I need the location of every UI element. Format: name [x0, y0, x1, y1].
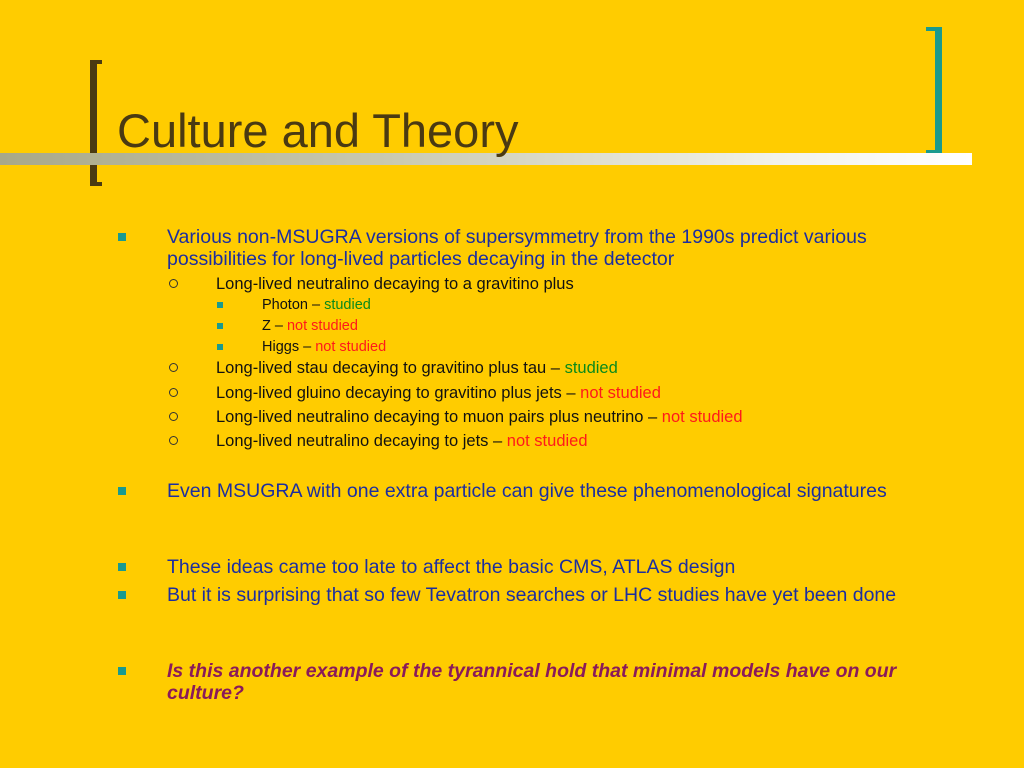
sub-sub-bullet-text: Higgs – [262, 339, 316, 355]
status-not-studied: not studied [506, 432, 588, 450]
square-bullet-icon [217, 323, 223, 329]
hollow-circle-bullet-icon [169, 363, 178, 372]
sub-bullet-text: Long-lived stau decaying to gravitino plus tau – [216, 359, 565, 377]
slide-title: Culture and Theory [117, 104, 519, 157]
sub-bullet-3 [216, 383, 936, 403]
sub-sub-bullet-higgs [262, 338, 862, 356]
square-bullet-icon [118, 487, 126, 495]
status-not-studied: not studied [286, 318, 358, 334]
square-bullet-icon [217, 344, 223, 350]
sub-sub-bullet-photon [262, 296, 862, 314]
bullet-text: Various non-MSUGRA versions of supersymmetry from the 1990s predict various possibilities for long-lived particles decaying in the detector [167, 226, 867, 270]
status-studied: studied [324, 297, 371, 313]
bullet-2 [167, 480, 927, 502]
status-studied: studied [564, 359, 618, 377]
bullet-text: These ideas came too late to affect the basic CMS, ATLAS design [167, 556, 736, 578]
square-bullet-icon [118, 591, 126, 599]
sub-bullet-text: Long-lived neutralino decaying to jets – [216, 432, 507, 450]
bullet-4 [167, 584, 927, 606]
bullet-1 [167, 226, 927, 270]
hollow-circle-bullet-icon [169, 388, 178, 397]
sub-sub-bullet-z [262, 317, 862, 335]
bullet-text: Even MSUGRA with one extra particle can give these phenomenological signatures [167, 480, 887, 502]
bullet-text: But it is surprising that so few Tevatron searches or LHC studies have yet been done [167, 584, 897, 606]
sub-sub-bullet-text: Z – [262, 318, 287, 334]
sub-bullet-text: Long-lived gluino decaying to gravitino plus jets – [216, 384, 581, 402]
square-bullet-icon [118, 233, 126, 241]
bullet-text: Is this another example of the tyrannical hold that minimal models have on our culture? [167, 660, 897, 704]
sub-bullet-4 [216, 407, 936, 427]
hollow-circle-bullet-icon [169, 279, 178, 288]
bullet-3 [167, 556, 927, 578]
status-not-studied: not studied [580, 384, 661, 402]
sub-bullet-2 [216, 358, 936, 378]
sub-bullet-text: Long-lived neutralino decaying to muon pairs plus neutrino – [216, 408, 662, 426]
status-not-studied: not studied [315, 339, 387, 355]
square-bullet-icon [118, 667, 126, 675]
sub-bullet-5 [216, 431, 936, 451]
hollow-circle-bullet-icon [169, 436, 178, 445]
sub-bullet-text: Long-lived neutralino decaying to a gravitino plus [216, 275, 574, 293]
square-bullet-icon [217, 302, 223, 308]
status-not-studied: not studied [661, 408, 743, 426]
sub-bullet-1 [216, 274, 936, 294]
hollow-circle-bullet-icon [169, 412, 178, 421]
sub-sub-bullet-text: Photon – [262, 297, 325, 313]
bullet-5-question [167, 660, 927, 704]
square-bullet-icon [118, 563, 126, 571]
